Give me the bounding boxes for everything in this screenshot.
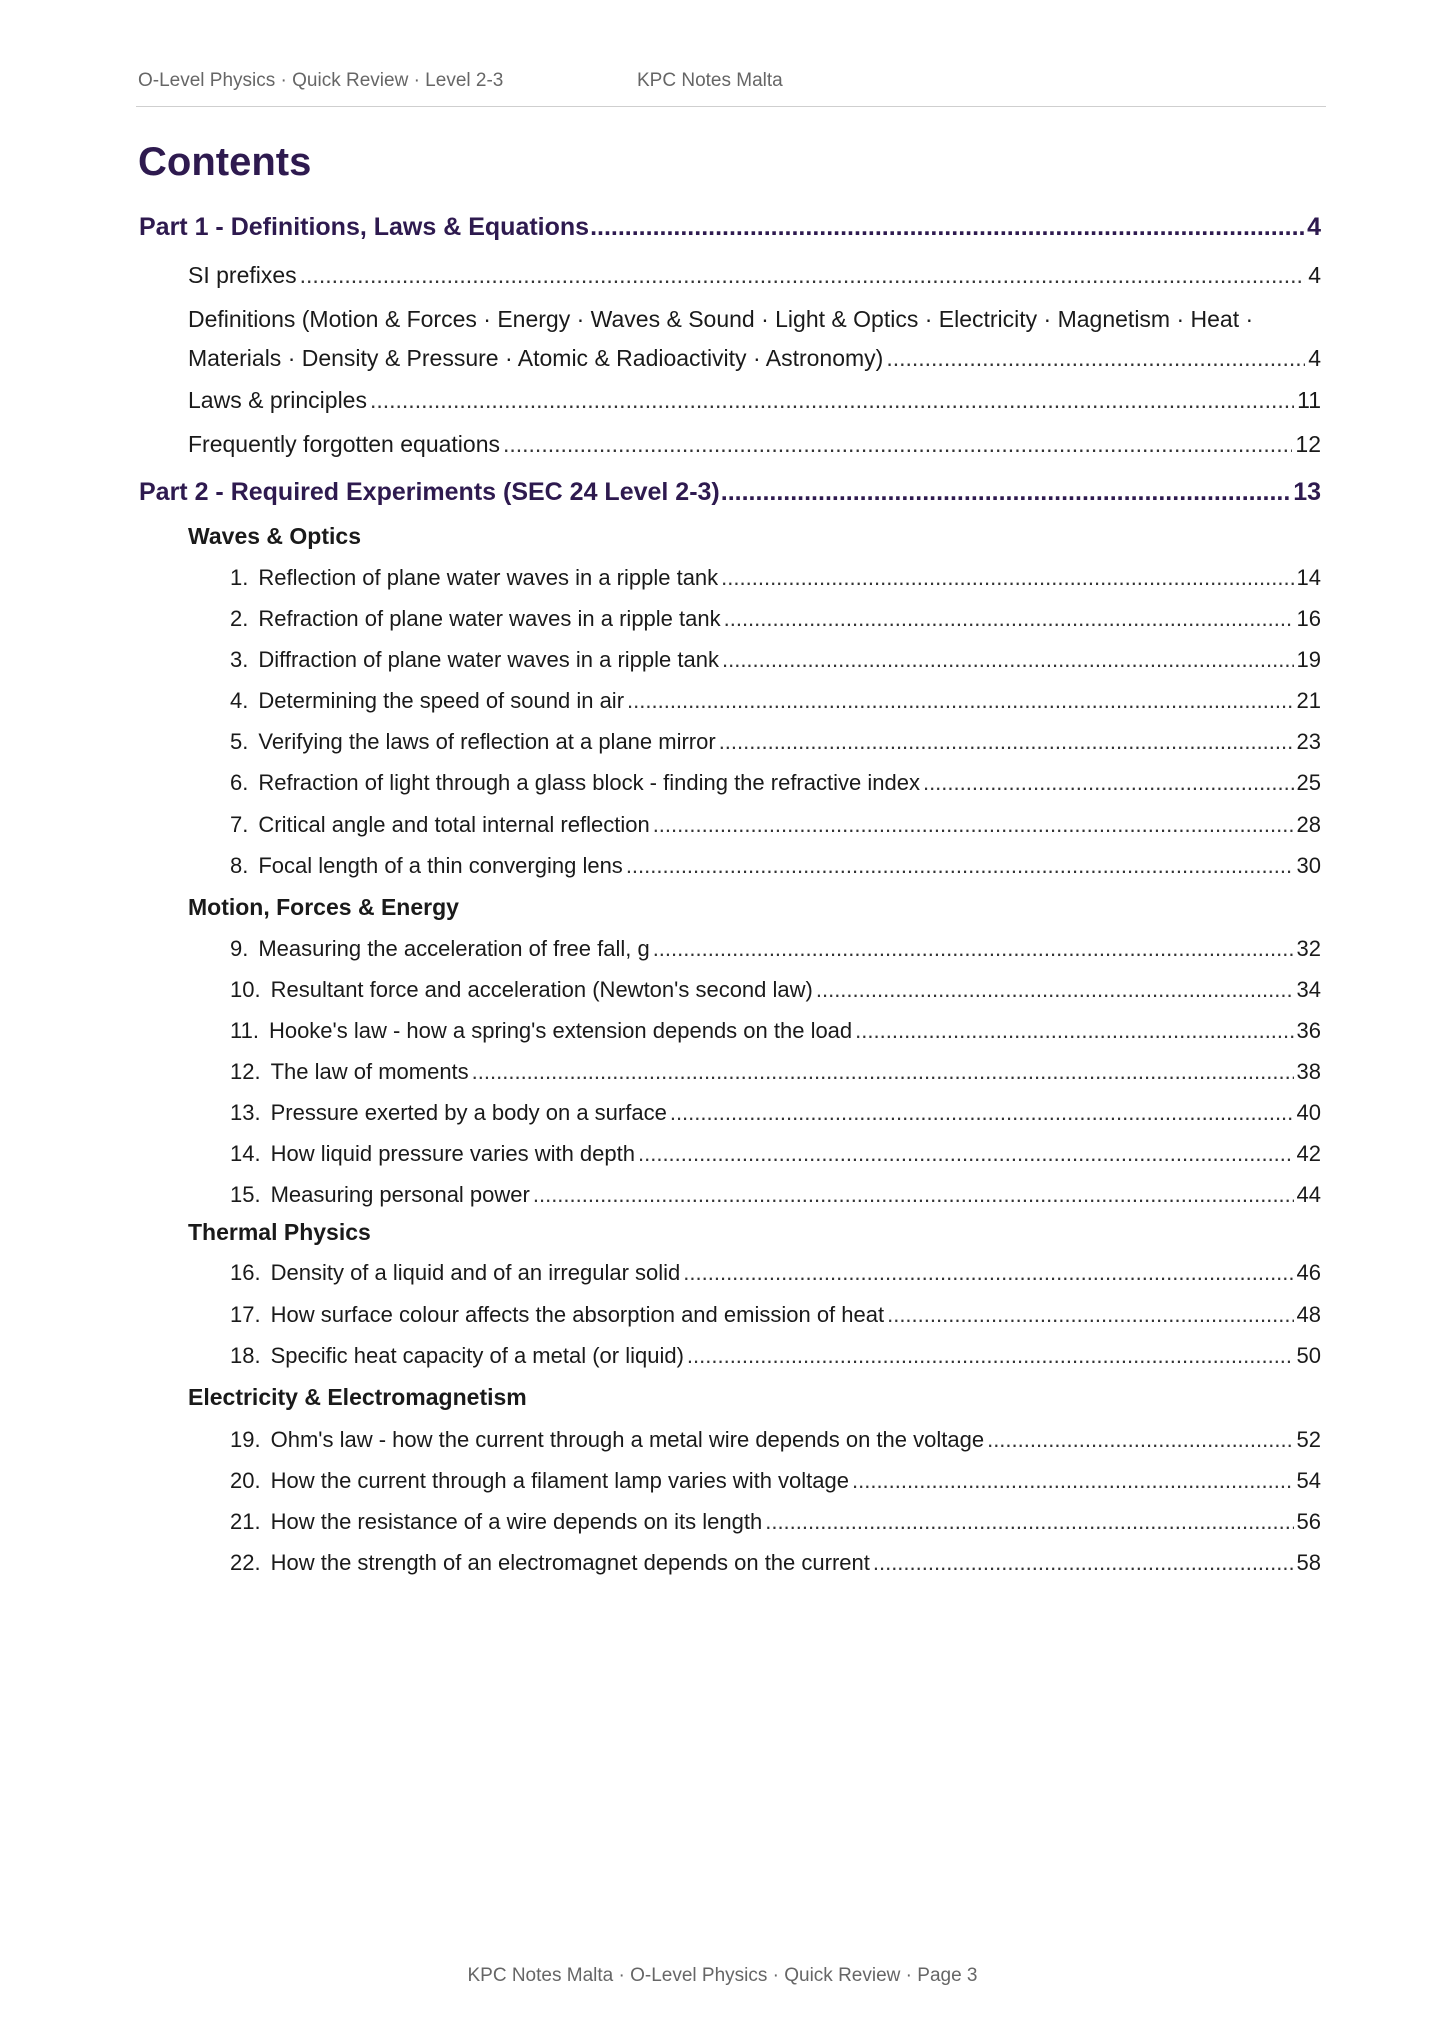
- toc-page-number: 48: [1296, 1302, 1321, 1327]
- toc-entry-title: How surface colour affects the absorption and emission of heat: [270, 1302, 885, 1327]
- toc-experiment-item[interactable]: [230, 1100, 1321, 1126]
- toc-entry-title: Hooke's law - how a spring's extension depends on the load: [268, 1018, 853, 1043]
- toc-experiment-item[interactable]: [230, 1509, 1321, 1535]
- toc-dot-leader: [590, 213, 1306, 242]
- toc-entry[interactable]: [188, 262, 1321, 289]
- toc-page-number: 38: [1296, 1059, 1321, 1084]
- toc-dot-leader: [855, 1018, 1293, 1044]
- toc-dot-leader: [816, 977, 1294, 1003]
- toc-entry[interactable]: [188, 387, 1321, 414]
- toc-entry-title: Measuring the acceleration of free fall, g: [258, 936, 650, 961]
- toc-entry-title: How the current through a filament lamp varies with voltage: [270, 1468, 849, 1493]
- toc-page-number: 21: [1296, 688, 1321, 713]
- toc-page-number: 54: [1296, 1468, 1321, 1493]
- toc-page-number: 23: [1296, 729, 1321, 754]
- toc-dot-leader: [683, 1260, 1293, 1286]
- toc-section-heading: Electricity & Electromagnetism: [188, 1384, 527, 1410]
- toc-dot-leader: [887, 1302, 1293, 1328]
- toc-experiment-item[interactable]: [230, 688, 1321, 714]
- toc-entry-title: Measuring personal power: [270, 1182, 530, 1207]
- toc-experiment-item[interactable]: [230, 1018, 1321, 1044]
- toc-dot-leader: [300, 262, 1306, 289]
- toc-dot-leader: [722, 647, 1294, 673]
- toc-entry-title: Ohm's law - how the current through a metal wire depends on the voltage: [270, 1427, 985, 1452]
- page-header: [136, 68, 1326, 107]
- toc-experiment-item[interactable]: [230, 812, 1321, 838]
- toc-dot-leader: [670, 1100, 1294, 1126]
- toc-entry-title: Focal length of a thin converging lens: [258, 853, 623, 878]
- toc-page-number: 14: [1296, 565, 1321, 590]
- toc-entry-number: 2.: [230, 606, 249, 631]
- toc-entry-number: 13.: [230, 1100, 261, 1125]
- toc-entry-number: 21.: [230, 1509, 261, 1534]
- toc-entry-title: SI prefixes: [188, 262, 297, 288]
- toc-dot-leader: [724, 606, 1294, 632]
- toc-entry-title: Refraction of plane water waves in a ripple tank: [258, 606, 721, 631]
- header-right-text: KPC Notes Malta: [637, 70, 783, 91]
- toc-entry-number: 12.: [230, 1059, 261, 1084]
- toc-experiment-item[interactable]: [230, 606, 1321, 632]
- toc-page-number: 4: [1308, 262, 1321, 288]
- toc-page-number: 28: [1296, 812, 1321, 837]
- toc-entry-number: 17.: [230, 1302, 261, 1327]
- toc-dot-leader: [852, 1468, 1294, 1494]
- toc-page-number: 34: [1296, 977, 1321, 1002]
- toc-entry-title: How the strength of an electromagnet depends on the current: [270, 1550, 870, 1575]
- toc-part-1[interactable]: [139, 213, 1321, 242]
- toc-page-number: 30: [1296, 853, 1321, 878]
- toc-page-number: 4: [1307, 213, 1321, 241]
- toc-entry[interactable]: [188, 345, 1321, 372]
- toc-entry-title: Critical angle and total internal reflection: [258, 812, 650, 837]
- toc-experiment-item[interactable]: [230, 853, 1321, 879]
- toc-experiment-item[interactable]: [230, 647, 1321, 673]
- toc-entry-number: 15.: [230, 1182, 261, 1207]
- toc-section-heading: Motion, Forces & Energy: [188, 894, 459, 920]
- toc-entry-title: The law of moments: [270, 1059, 469, 1084]
- toc-entry-title: Part 1 - Definitions, Laws & Equations: [139, 213, 590, 241]
- toc-entry-number: 9.: [230, 936, 249, 961]
- toc-entry-title: Part 2 - Required Experiments (SEC 24 Level 2-3): [139, 478, 720, 506]
- toc-entry[interactable]: [188, 431, 1321, 458]
- toc-part-2[interactable]: [139, 478, 1321, 507]
- toc-entry-title: Reflection of plane water waves in a ripple tank: [258, 565, 719, 590]
- toc-entry-title: Specific heat capacity of a metal (or liquid): [270, 1343, 684, 1368]
- toc-dot-leader: [370, 387, 1294, 414]
- toc-dot-leader: [687, 1343, 1294, 1369]
- toc-page-number: 40: [1296, 1100, 1321, 1125]
- toc-experiment-item[interactable]: [230, 1182, 1321, 1208]
- toc-page-number: 25: [1296, 770, 1321, 795]
- toc-entry-title: How liquid pressure varies with depth: [270, 1141, 635, 1166]
- toc-dot-leader: [719, 729, 1294, 755]
- toc-entry-number: 22.: [230, 1550, 261, 1575]
- toc-page-number: 4: [1308, 345, 1321, 371]
- toc-entry-number: 3.: [230, 647, 249, 672]
- toc-entry-number: 5.: [230, 729, 249, 754]
- toc-dot-leader: [923, 770, 1294, 796]
- toc-dot-leader: [503, 431, 1292, 458]
- toc-entry-number: 16.: [230, 1260, 261, 1285]
- toc-entry-title: Resultant force and acceleration (Newton's second law): [270, 977, 813, 1002]
- toc-dot-leader: [627, 688, 1293, 714]
- toc-experiment-item[interactable]: [230, 1059, 1321, 1085]
- toc-page-number: 32: [1296, 936, 1321, 961]
- toc-page-number: 36: [1296, 1018, 1321, 1043]
- toc-dot-leader: [653, 936, 1294, 962]
- toc-dot-leader: [721, 478, 1292, 507]
- toc-page-number: 46: [1296, 1260, 1321, 1285]
- toc-page-number: 50: [1296, 1343, 1321, 1368]
- toc-entry-number: 1.: [230, 565, 249, 590]
- toc-entry-number: 11.: [230, 1018, 259, 1043]
- toc-experiment-item[interactable]: [230, 1550, 1321, 1576]
- toc-entry-number: 7.: [230, 812, 249, 837]
- toc-entry-title: Materials · Density & Pressure · Atomic & Radioactivity · Astronomy): [188, 345, 884, 371]
- toc-page-number: 44: [1296, 1182, 1321, 1207]
- toc-section-heading: Thermal Physics: [188, 1219, 371, 1245]
- toc-entry-number: 10.: [230, 977, 261, 1002]
- toc-dot-leader: [987, 1427, 1293, 1453]
- toc-dot-leader: [765, 1509, 1293, 1535]
- toc-dot-leader: [653, 812, 1294, 838]
- page-title: Contents: [138, 140, 312, 184]
- toc-page-number: 12: [1295, 431, 1321, 457]
- toc-page-number: 56: [1296, 1509, 1321, 1534]
- toc-entry-number: 4.: [230, 688, 249, 713]
- toc-experiment-item[interactable]: [230, 1427, 1321, 1453]
- toc-page-number: 52: [1296, 1427, 1321, 1452]
- toc-entry-title: Determining the speed of sound in air: [258, 688, 625, 713]
- toc-entry-number: 18.: [230, 1343, 261, 1368]
- toc-entry-number: 20.: [230, 1468, 261, 1493]
- toc-entry-title: Refraction of light through a glass block - finding the refractive index: [258, 770, 920, 795]
- toc-entry-number: 14.: [230, 1141, 261, 1166]
- toc-experiment-item[interactable]: [230, 770, 1321, 796]
- toc-entry-number: 19.: [230, 1427, 261, 1452]
- header-left-text: O-Level Physics · Quick Review · Level 2-3: [138, 70, 504, 91]
- toc-experiment-item[interactable]: [230, 1468, 1321, 1494]
- toc-dot-leader: [472, 1059, 1294, 1085]
- toc-entry-title: Laws & principles: [188, 387, 367, 413]
- toc-dot-leader: [533, 1182, 1294, 1208]
- toc-page-number: 16: [1296, 606, 1321, 631]
- toc-entry-number: 8.: [230, 853, 249, 878]
- toc-experiment-item[interactable]: [230, 729, 1321, 755]
- toc-entry-title-line1: Definitions (Motion & Forces · Energy · Waves & Sound · Light & Optics · Electricity · Magnetism · Heat ·: [188, 306, 1254, 332]
- toc-experiment-item[interactable]: [230, 977, 1321, 1003]
- toc-experiment-item[interactable]: [230, 1343, 1321, 1369]
- toc-dot-leader: [873, 1550, 1294, 1576]
- toc-page-number: 42: [1296, 1141, 1321, 1166]
- toc-experiment-item[interactable]: [230, 936, 1321, 962]
- toc-dot-leader: [638, 1141, 1294, 1167]
- toc-entry-title: Frequently forgotten equations: [188, 431, 500, 457]
- toc-page-number: 11: [1297, 387, 1321, 413]
- toc-experiment-item[interactable]: [230, 1302, 1321, 1328]
- toc-experiment-item[interactable]: [230, 565, 1321, 591]
- toc-entry-title: How the resistance of a wire depends on its length: [270, 1509, 763, 1534]
- toc-page-number: 13: [1293, 478, 1321, 506]
- toc-dot-leader: [886, 345, 1305, 372]
- toc-experiment-item[interactable]: [230, 1141, 1321, 1167]
- toc-page-number: 19: [1296, 647, 1321, 672]
- toc-dot-leader: [626, 853, 1294, 879]
- toc-experiment-item[interactable]: [230, 1260, 1321, 1286]
- toc-entry-title: Diffraction of plane water waves in a ripple tank: [258, 647, 719, 672]
- toc-entry-title: Density of a liquid and of an irregular solid: [270, 1260, 681, 1285]
- toc-entry-title: Pressure exerted by a body on a surface: [270, 1100, 667, 1125]
- toc-section-heading: Waves & Optics: [188, 523, 361, 549]
- toc-page-number: 58: [1296, 1550, 1321, 1575]
- toc-entry-title: Verifying the laws of reflection at a plane mirror: [258, 729, 716, 754]
- page-footer: KPC Notes Malta · O-Level Physics · Quick Review · Page 3: [467, 1965, 978, 1986]
- toc-entry-number: 6.: [230, 770, 249, 795]
- toc-dot-leader: [721, 565, 1293, 591]
